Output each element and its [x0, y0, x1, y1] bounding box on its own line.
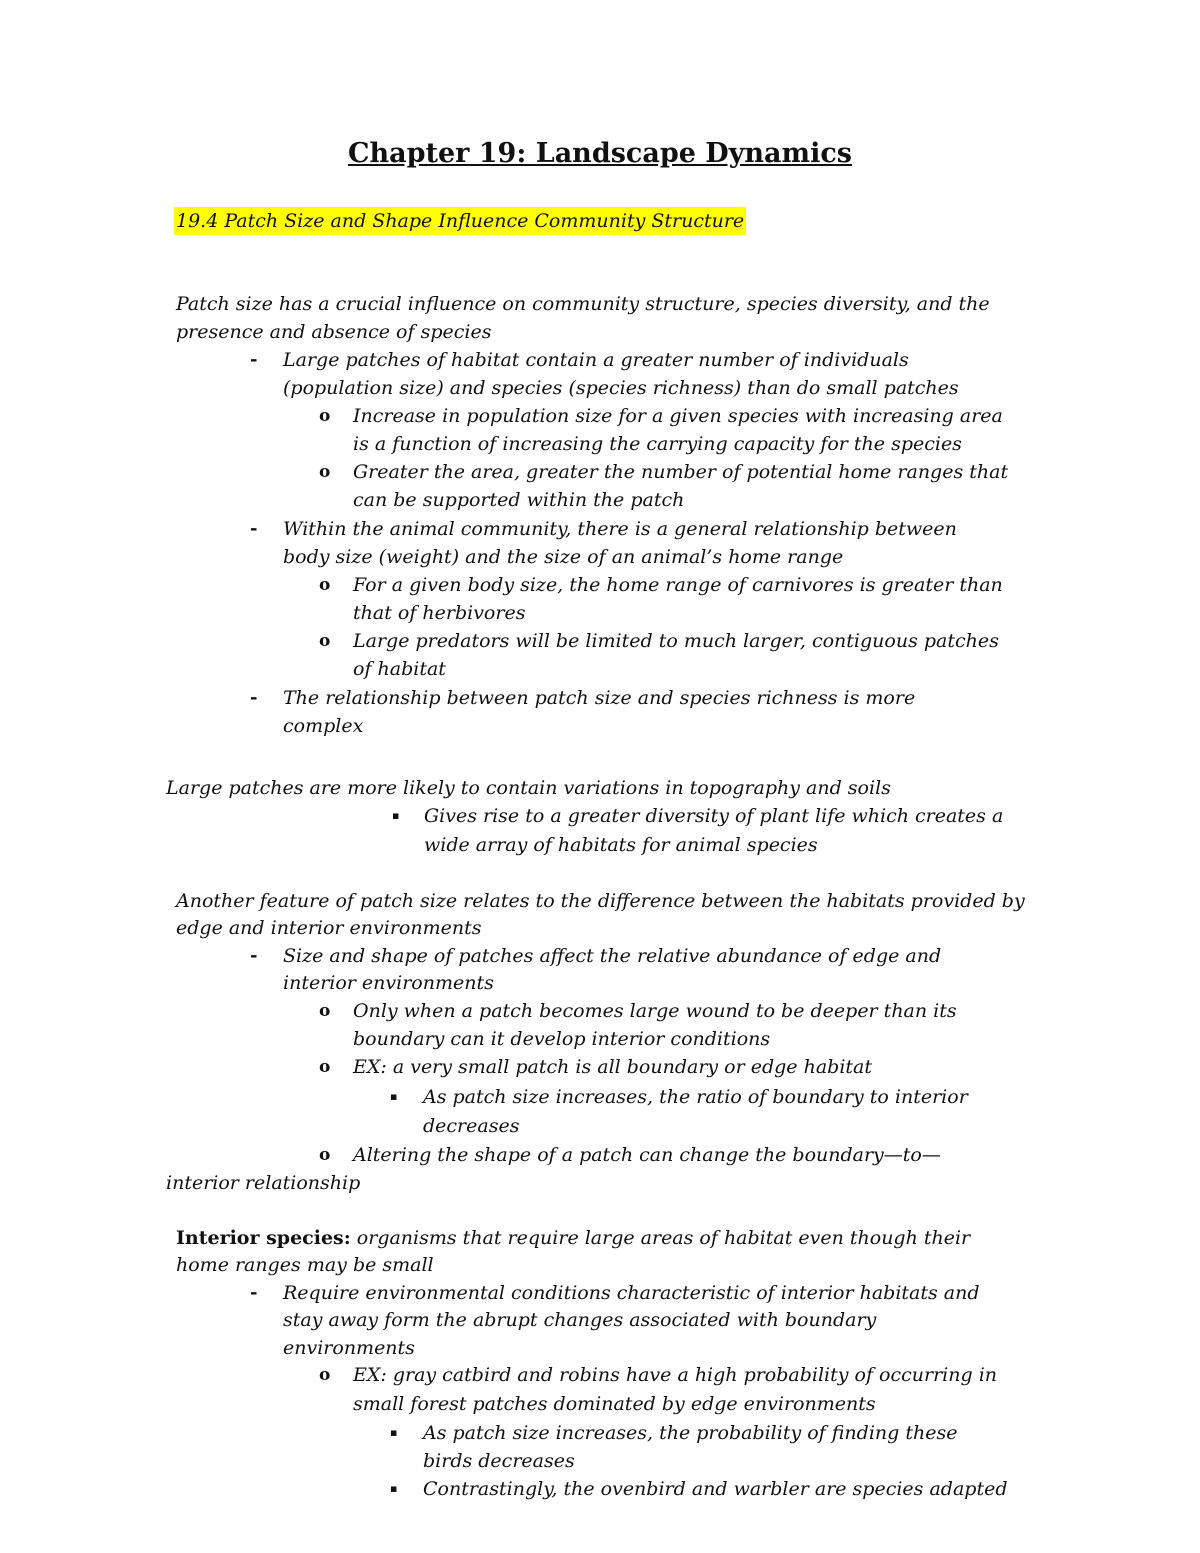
- square-bullet: ▪: [390, 1090, 398, 1103]
- text-line: EX: a very small patch is all boundary or edge habitat: [353, 1056, 872, 1078]
- text-line: decreases: [423, 1115, 520, 1137]
- text-line: Greater the area, greater the number of potential home ranges that: [353, 461, 1009, 483]
- circle-bullet: o: [319, 575, 331, 595]
- text-line: boundary can it develop interior conditions: [353, 1028, 771, 1050]
- text-line: of habitat: [353, 658, 446, 680]
- dash-bullet: -: [250, 945, 258, 966]
- circle-bullet: o: [319, 406, 331, 426]
- circle-bullet: o: [319, 462, 331, 482]
- text-line: Gives rise to a greater diversity of plant life which creates a: [424, 805, 1004, 827]
- square-bullet: ▪: [390, 1426, 398, 1439]
- text-line: small forest patches dominated by edge environments: [353, 1393, 876, 1415]
- text-line: stay away form the abrupt changes associated with boundary: [283, 1309, 877, 1331]
- definition-line: [176, 1224, 970, 1252]
- circle-bullet: o: [319, 1145, 331, 1165]
- text-line: As patch size increases, the probability of finding these: [423, 1422, 958, 1444]
- text-line: (population size) and species (species richness) than do small patches: [283, 377, 959, 399]
- text-line: Another feature of patch size relates to the difference between the habitats provided by: [176, 890, 1025, 912]
- text-line: body size (weight) and the size of an animal’s home range: [283, 546, 844, 568]
- text-line: Require environmental conditions characteristic of interior habitats and: [283, 1282, 980, 1304]
- text-line: Large predators will be limited to much larger, contiguous patches: [353, 630, 999, 652]
- chapter-title: Chapter 19: Landscape Dynamics: [348, 138, 852, 169]
- text-line: that of herbivores: [353, 602, 526, 624]
- section-heading: 19.4 Patch Size and Shape Influence Community Structure: [174, 207, 746, 235]
- text-line: Only when a patch becomes large wound to be deeper than its: [353, 1000, 957, 1022]
- dash-bullet: -: [250, 1282, 258, 1303]
- text-line: interior relationship: [166, 1172, 361, 1194]
- circle-bullet: o: [319, 631, 331, 651]
- definition-text: organisms that require large areas of habitat even though their: [356, 1227, 971, 1249]
- text-line: Increase in population size for a given species with increasing area: [353, 405, 1003, 427]
- text-line: Altering the shape of a patch can change the boundary—to—: [353, 1144, 941, 1166]
- dash-bullet: -: [250, 687, 258, 708]
- text-line: Patch size has a crucial influence on community structure, species diversity, and the: [176, 293, 990, 315]
- square-bullet: ▪: [390, 1482, 398, 1495]
- text-line: can be supported within the patch: [353, 489, 685, 511]
- text-line: The relationship between patch size and species richness is more: [283, 687, 916, 709]
- text-line: Within the animal community, there is a general relationship between: [283, 518, 957, 540]
- text-line: Contrastingly, the ovenbird and warbler are species adapted: [423, 1478, 1008, 1500]
- text-line: wide array of habitats for animal species: [424, 834, 818, 856]
- text-line: home ranges may be small: [176, 1254, 434, 1276]
- dash-bullet: -: [250, 349, 258, 370]
- text-line: edge and interior environments: [176, 917, 482, 939]
- interior-species-term: Interior species:: [176, 1227, 351, 1249]
- square-bullet: ▪: [392, 809, 400, 822]
- text-line: is a function of increasing the carrying capacity for the species: [353, 433, 962, 455]
- circle-bullet: o: [319, 1365, 331, 1385]
- text-line: For a given body size, the home range of carnivores is greater than: [353, 574, 1003, 596]
- text-line: environments: [283, 1337, 415, 1359]
- text-line: As patch size increases, the ratio of boundary to interior: [423, 1086, 968, 1108]
- text-line: presence and absence of species: [176, 321, 492, 343]
- dash-bullet: -: [250, 518, 258, 539]
- circle-bullet: o: [319, 1057, 331, 1077]
- text-line: Large patches are more likely to contain variations in topography and soils: [166, 777, 891, 799]
- text-line: Size and shape of patches affect the relative abundance of edge and: [283, 945, 942, 967]
- text-line: interior environments: [283, 972, 494, 994]
- text-line: complex: [283, 715, 364, 737]
- text-line: birds decreases: [423, 1450, 575, 1472]
- text-line: Large patches of habitat contain a greater number of individuals: [283, 349, 909, 371]
- text-line: EX: gray catbird and robins have a high probability of occurring in: [353, 1364, 998, 1386]
- circle-bullet: o: [319, 1001, 331, 1021]
